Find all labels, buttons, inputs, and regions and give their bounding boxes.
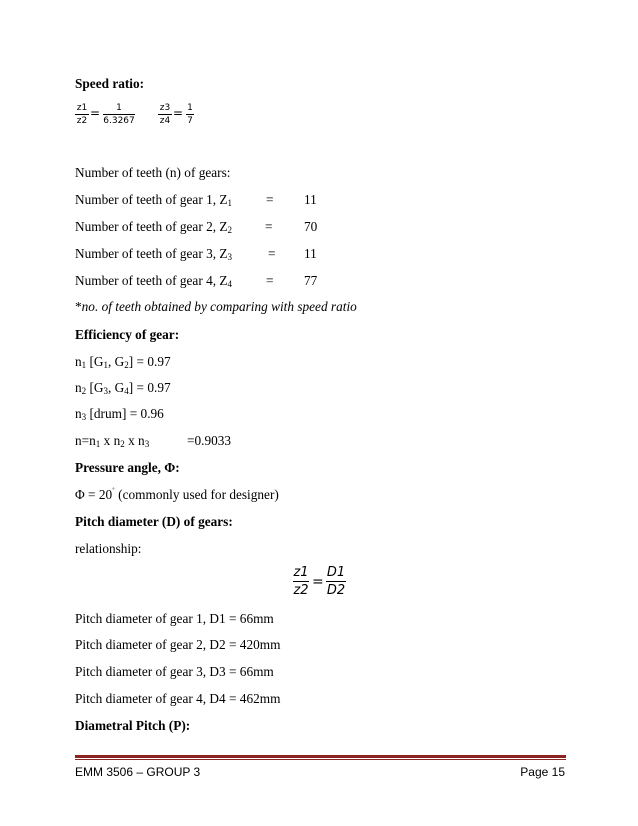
teeth-row-3-value: 11 xyxy=(304,246,317,261)
ratio-1-over-6-3267: 1 6.3267 xyxy=(103,103,135,126)
efficiency-heading: Efficiency of gear: xyxy=(75,327,180,342)
pitch-frac-z1-z2: z1 z2 xyxy=(293,565,309,598)
pitch-line-1: Pitch diameter of gear 1, D1 = 66mm xyxy=(75,611,274,626)
teeth-row-4: Number of teeth of gear 4, $Z_4$ xyxy=(75,273,232,289)
pitch-line-3: Pitch diameter of gear 3, D3 = 66mm xyxy=(75,664,274,679)
footer-course: EMM 3506 – GROUP 3 xyxy=(75,765,201,779)
teeth-row-4-equals: = xyxy=(266,273,274,288)
teeth-row-4-value: 77 xyxy=(304,273,318,288)
efficiency-line-2: $n_2$ [$G_3$, $G_4] = 0.97$ xyxy=(75,380,171,396)
teeth-row-1-equals: = xyxy=(266,192,274,207)
speed-ratio-heading: Speed ratio: xyxy=(75,76,145,91)
efficiency-total: =0.9033 xyxy=(187,433,232,448)
ratio-equals-2: = xyxy=(173,106,184,120)
teeth-row-2-value: 70 xyxy=(304,219,318,234)
pitch-line-4: Pitch diameter of gear 4, D4 = 462mm xyxy=(75,691,281,706)
pitch-equals: = xyxy=(312,574,324,590)
pressure-line: Φ = 20˚ (commonly used for designer) xyxy=(75,487,279,502)
teeth-row-2-equals: = xyxy=(265,219,273,234)
teeth-row-1: Number of teeth of gear 1, $Z_1$ xyxy=(75,192,232,208)
ratio-equals-1: = xyxy=(90,106,101,120)
teeth-row-3-equals: = xyxy=(268,246,276,261)
efficiency-line-3: $n_3$ [drum] = 0.96 xyxy=(75,406,164,422)
ratio-z1-z2: z1 z2 xyxy=(76,103,88,126)
pitch-relationship: relationship: xyxy=(75,541,142,556)
teeth-intro: Number of teeth (n) of gears: xyxy=(75,165,231,180)
teeth-note: *no. of teeth obtained by comparing with speed ratio xyxy=(75,299,357,314)
teeth-row-1-value: 11 xyxy=(304,192,317,207)
ratio-1-over-7: 1 7 xyxy=(187,103,193,126)
pressure-heading: Pressure angle, Φ: xyxy=(75,460,180,475)
teeth-row-2: Number of teeth of gear 2, $Z_2$ xyxy=(75,219,232,235)
diametral-heading: Diametral Pitch (P): xyxy=(75,718,191,733)
footer-page-number: Page 15 xyxy=(520,765,565,779)
footer-rule-thin xyxy=(75,759,566,760)
efficiency-line-4: $n=n_1$ x $n_2$ x $n_3$ xyxy=(75,433,150,449)
footer-rule-thick xyxy=(75,755,566,758)
pitch-line-2: Pitch diameter of gear 2, D2 = 420mm xyxy=(75,637,281,652)
teeth-row-3: Number of teeth of gear 3, $Z_3$ xyxy=(75,246,232,262)
pitch-heading: Pitch diameter (D) of gears: xyxy=(75,514,233,529)
efficiency-line-1: $n_1$ [$G_1$, $G_2] = 0.97$ xyxy=(75,354,171,370)
pitch-frac-d1-d2: D1 D2 xyxy=(326,565,346,598)
ratio-z3-z4: z3 z4 xyxy=(159,103,171,126)
